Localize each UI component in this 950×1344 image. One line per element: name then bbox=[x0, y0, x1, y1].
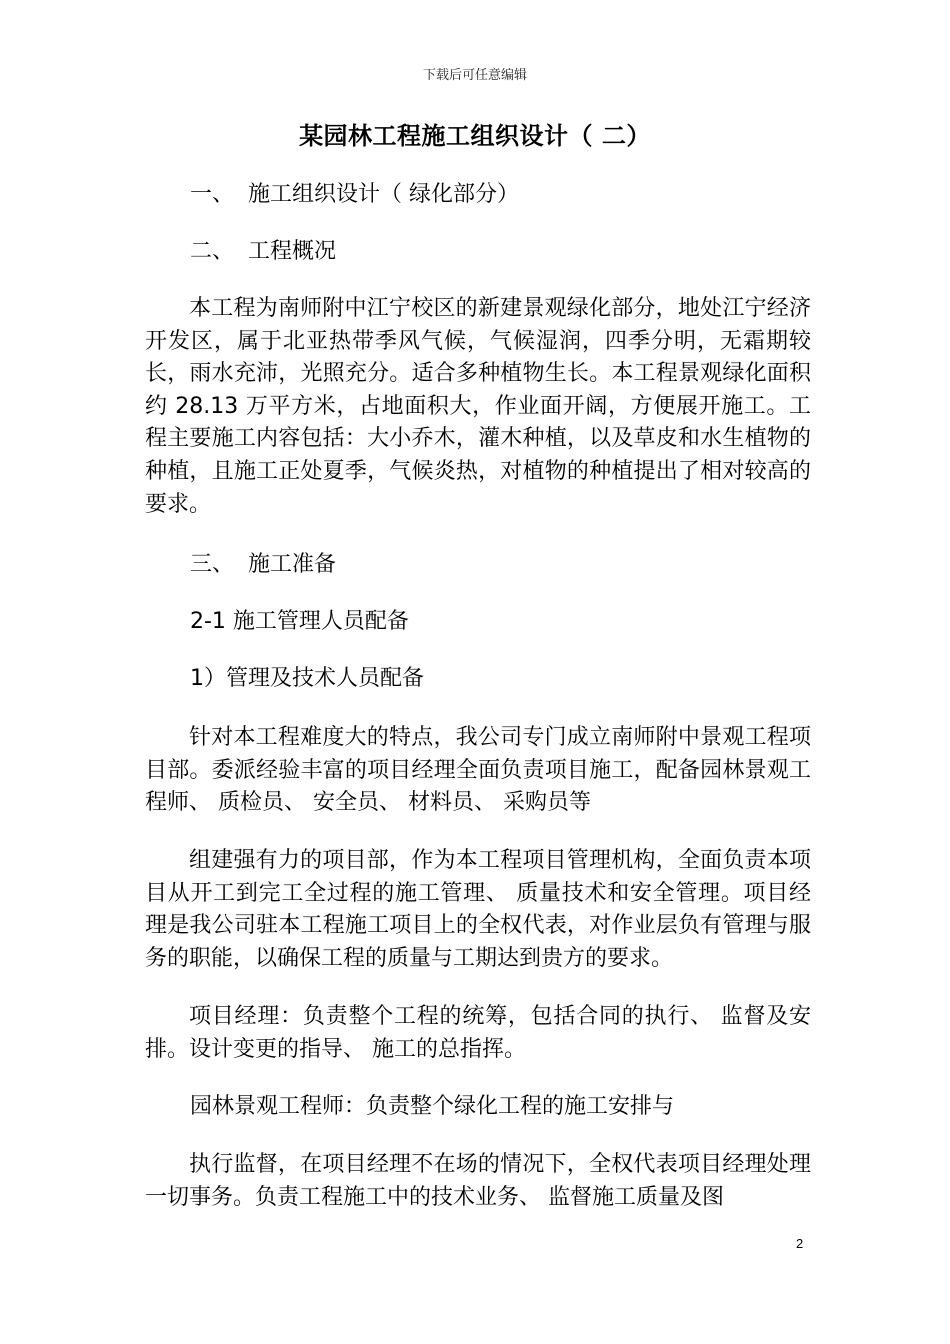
section-number: 一、 bbox=[190, 182, 235, 207]
subsection-heading-1: 1）管理及技术人员配备 bbox=[190, 666, 424, 691]
document-title: 某园林工程施工组织设计（ 二） bbox=[299, 122, 651, 150]
header-note: 下载后可任意编辑 bbox=[422, 68, 527, 83]
supervision-paragraph: 执行监督，在项目经理不在场的情况下，全权代表项目经理处理一切事务。负责工程施工中的技术业务、 监督施工质量及图 bbox=[145, 1152, 811, 1210]
organization-paragraph: 组建强有力的项目部，作为本工程项目管理机构，全面负责本项目从开工到完工全过程的施工管理、 质量技术和安全管理。项目经理是我公司驻本工程施工项目上的全权代表，对作业层负有管理与服务的职能，以确保工程的质量与工期达到贵方的要求。 bbox=[145, 848, 811, 971]
page-number: 2 bbox=[796, 1236, 804, 1251]
section-title: 工程概况 bbox=[248, 239, 337, 264]
section-title: 施工准备 bbox=[248, 552, 337, 577]
section-heading-2 bbox=[190, 237, 336, 267]
project-manager-paragraph: 项目经理：负责整个工程的统筹，包括合同的执行、 监督及安排。设计变更的指导、 施工的总指挥。 bbox=[145, 1004, 811, 1062]
section-number: 二、 bbox=[190, 239, 235, 264]
section-title: 施工组织设计（ 绿化部分） bbox=[248, 182, 519, 207]
section-heading-1 bbox=[190, 180, 519, 210]
engineer-duty-line: 园林景观工程师：负责整个绿化工程的施工安排与 bbox=[190, 1094, 675, 1119]
overview-paragraph: 本工程为南师附中江宁校区的新建景观绿化部分，地处江宁经济开发区，属于北亚热带季风气候，气候湿润，四季分明，无霜期较长，雨水充沛，光照充分。适合多种植物生长。本工程景观绿化面积约 28.13 万平方米，占地面积大，作业面开阔，方便展开施工。工程主要施工内容包括：大小乔木，灌木种植，以及草皮和水生植物的种植，且施工正处夏季，气候炎热，对植物的种植提出了相对较高的要求。 bbox=[145, 296, 811, 517]
section-number: 三、 bbox=[190, 552, 235, 577]
subsection-heading-2-1: 2-1 施工管理人员配备 bbox=[190, 609, 409, 634]
section-heading-3 bbox=[190, 550, 336, 580]
staffing-paragraph: 针对本工程难度大的特点，我公司专门成立南师附中景观工程项目部。委派经验丰富的项目经理全面负责项目施工，配备园林景观工程师、 质检员、 安全员、 材料员、 采购员等 bbox=[145, 725, 811, 816]
